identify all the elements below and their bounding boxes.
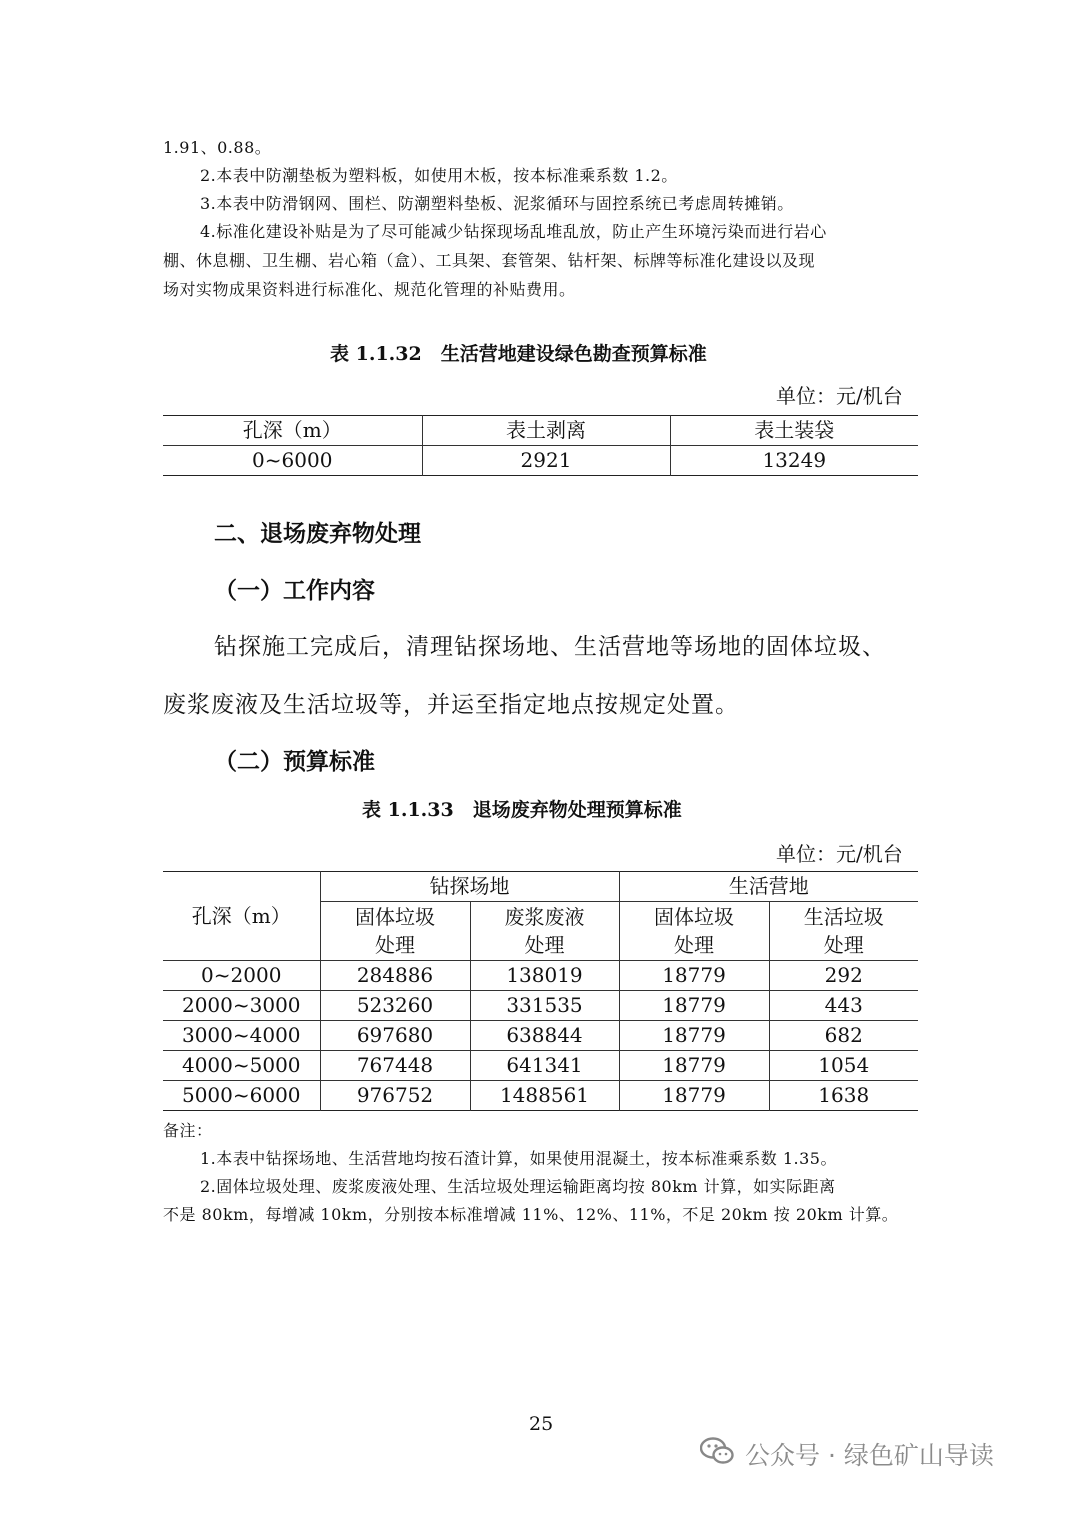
header-text: 废浆废液 [504,905,585,929]
paragraph-line: 废浆废液及生活垃圾等，并运至指定地点按规定处置。 [163,692,739,718]
table-cell: 5000~6000 [163,1081,320,1111]
table-cell: 682 [769,1021,918,1051]
header-text: 固体垃圾 [355,905,435,929]
table-cell: 18779 [619,1051,769,1081]
header-cell: 孔深（m） [163,872,320,961]
table-cell: 4000~5000 [163,1051,320,1081]
table-cell: 0~2000 [163,961,320,991]
header-cell: 表土装袋 [670,416,918,446]
header-text: 处理 [674,933,714,957]
note-line: 2.本表中防潮垫板为塑料板，如使用木板，按本标准乘系数 1.2。 [200,166,678,185]
table-cell: 767448 [320,1051,470,1081]
note-line: 不是 80km，每增减 10km，分别按本标准增减 11%、12%、11%，不足 20km 按 20km 计算。 [163,1205,899,1224]
table-1-1-33 [163,871,918,1111]
table-cell: 138019 [470,961,619,991]
page-number: 25 [529,1413,554,1435]
table-cell: 1488561 [470,1081,619,1111]
table-cell: 292 [769,961,918,991]
table-1-1-32 [163,415,918,476]
header-group-cell: 钻探场地 [320,872,619,902]
table-cell: 523260 [320,991,470,1021]
table-row [163,1081,918,1111]
header-text: 处理 [375,933,415,957]
table-cell: 2000~3000 [163,991,320,1021]
table-cell: 284886 [320,961,470,991]
header-cell: 孔深（m） [163,416,422,446]
header-cell [470,902,619,961]
table-cell: 443 [769,991,918,1021]
table-cell: 18779 [619,991,769,1021]
header-cell: 表土剥离 [422,416,670,446]
watermark-text: 公众号 · 绿色矿山导读 [745,1441,994,1470]
table-cell: 18779 [619,1021,769,1051]
table-row [163,961,918,991]
table-unit: 单位：元/机台 [776,384,903,408]
header-cell [320,902,470,961]
table-row [163,446,918,476]
table-cell: 1054 [769,1051,918,1081]
table-row [163,1021,918,1051]
table-cell: 1638 [769,1081,918,1111]
note-line: 场对实物成果资料进行标准化、规范化管理的补贴费用。 [163,280,576,299]
table-header-row [163,872,918,902]
header-text: 生活垃圾 [803,905,884,929]
header-group-cell: 生活营地 [619,872,918,902]
note-line: 1.91、0.88。 [163,138,272,157]
header-cell [619,902,769,961]
table-cell: 0~6000 [163,446,422,476]
note-line: 3.本表中防滑钢网、围栏、防潮塑料垫板、泥浆循环与固控系统已考虑周转摊销。 [200,194,794,213]
note-line: 2.固体垃圾处理、废浆废液处理、生活垃圾处理运输距离均按 80km 计算，如实际距离 [200,1177,836,1196]
table-unit: 单位：元/机台 [776,842,903,866]
table-cell: 638844 [470,1021,619,1051]
note-line: 1.本表中钻探场地、生活营地均按石渣计算，如果使用混凝土，按本标准乘系数 1.35。 [200,1149,837,1168]
header-text: 处理 [823,933,864,957]
header-cell [769,902,918,961]
wechat-icon [700,1437,734,1465]
table-cell: 13249 [670,446,918,476]
table-cell: 18779 [619,1081,769,1111]
note-line: 棚、休息棚、卫生棚、岩心箱（盒）、工具架、套管架、钻杆架、标牌等标准化建设以及现 [163,251,816,270]
subsection-heading: （一）工作内容 [214,577,375,604]
header-text: 固体垃圾 [654,905,734,929]
table-cell: 641341 [470,1051,619,1081]
table-cell: 2921 [422,446,670,476]
table-cell: 697680 [320,1021,470,1051]
table-cell: 976752 [320,1081,470,1111]
table-row [163,991,918,1021]
table-cell: 18779 [619,961,769,991]
paragraph-line: 钻探施工完成后，清理钻探场地、生活营地等场地的固体垃圾、 [214,634,886,660]
section-heading: 二、退场废弃物处理 [214,520,421,547]
table-caption: 表 1.1.32 生活营地建设绿色勘查预算标准 [330,343,707,365]
table-caption: 表 1.1.33 退场废弃物处理预算标准 [362,799,682,821]
table-header-row [163,416,918,446]
subsection-heading: （二）预算标准 [214,748,375,775]
header-text: 处理 [524,933,565,957]
table-row [163,1051,918,1081]
note-line: 4.标准化建设补贴是为了尽可能减少钻探现场乱堆乱放，防止产生环境污染而进行岩心 [200,222,827,241]
table-cell: 3000~4000 [163,1021,320,1051]
table-cell: 331535 [470,991,619,1021]
notes-label: 备注： [163,1121,213,1140]
